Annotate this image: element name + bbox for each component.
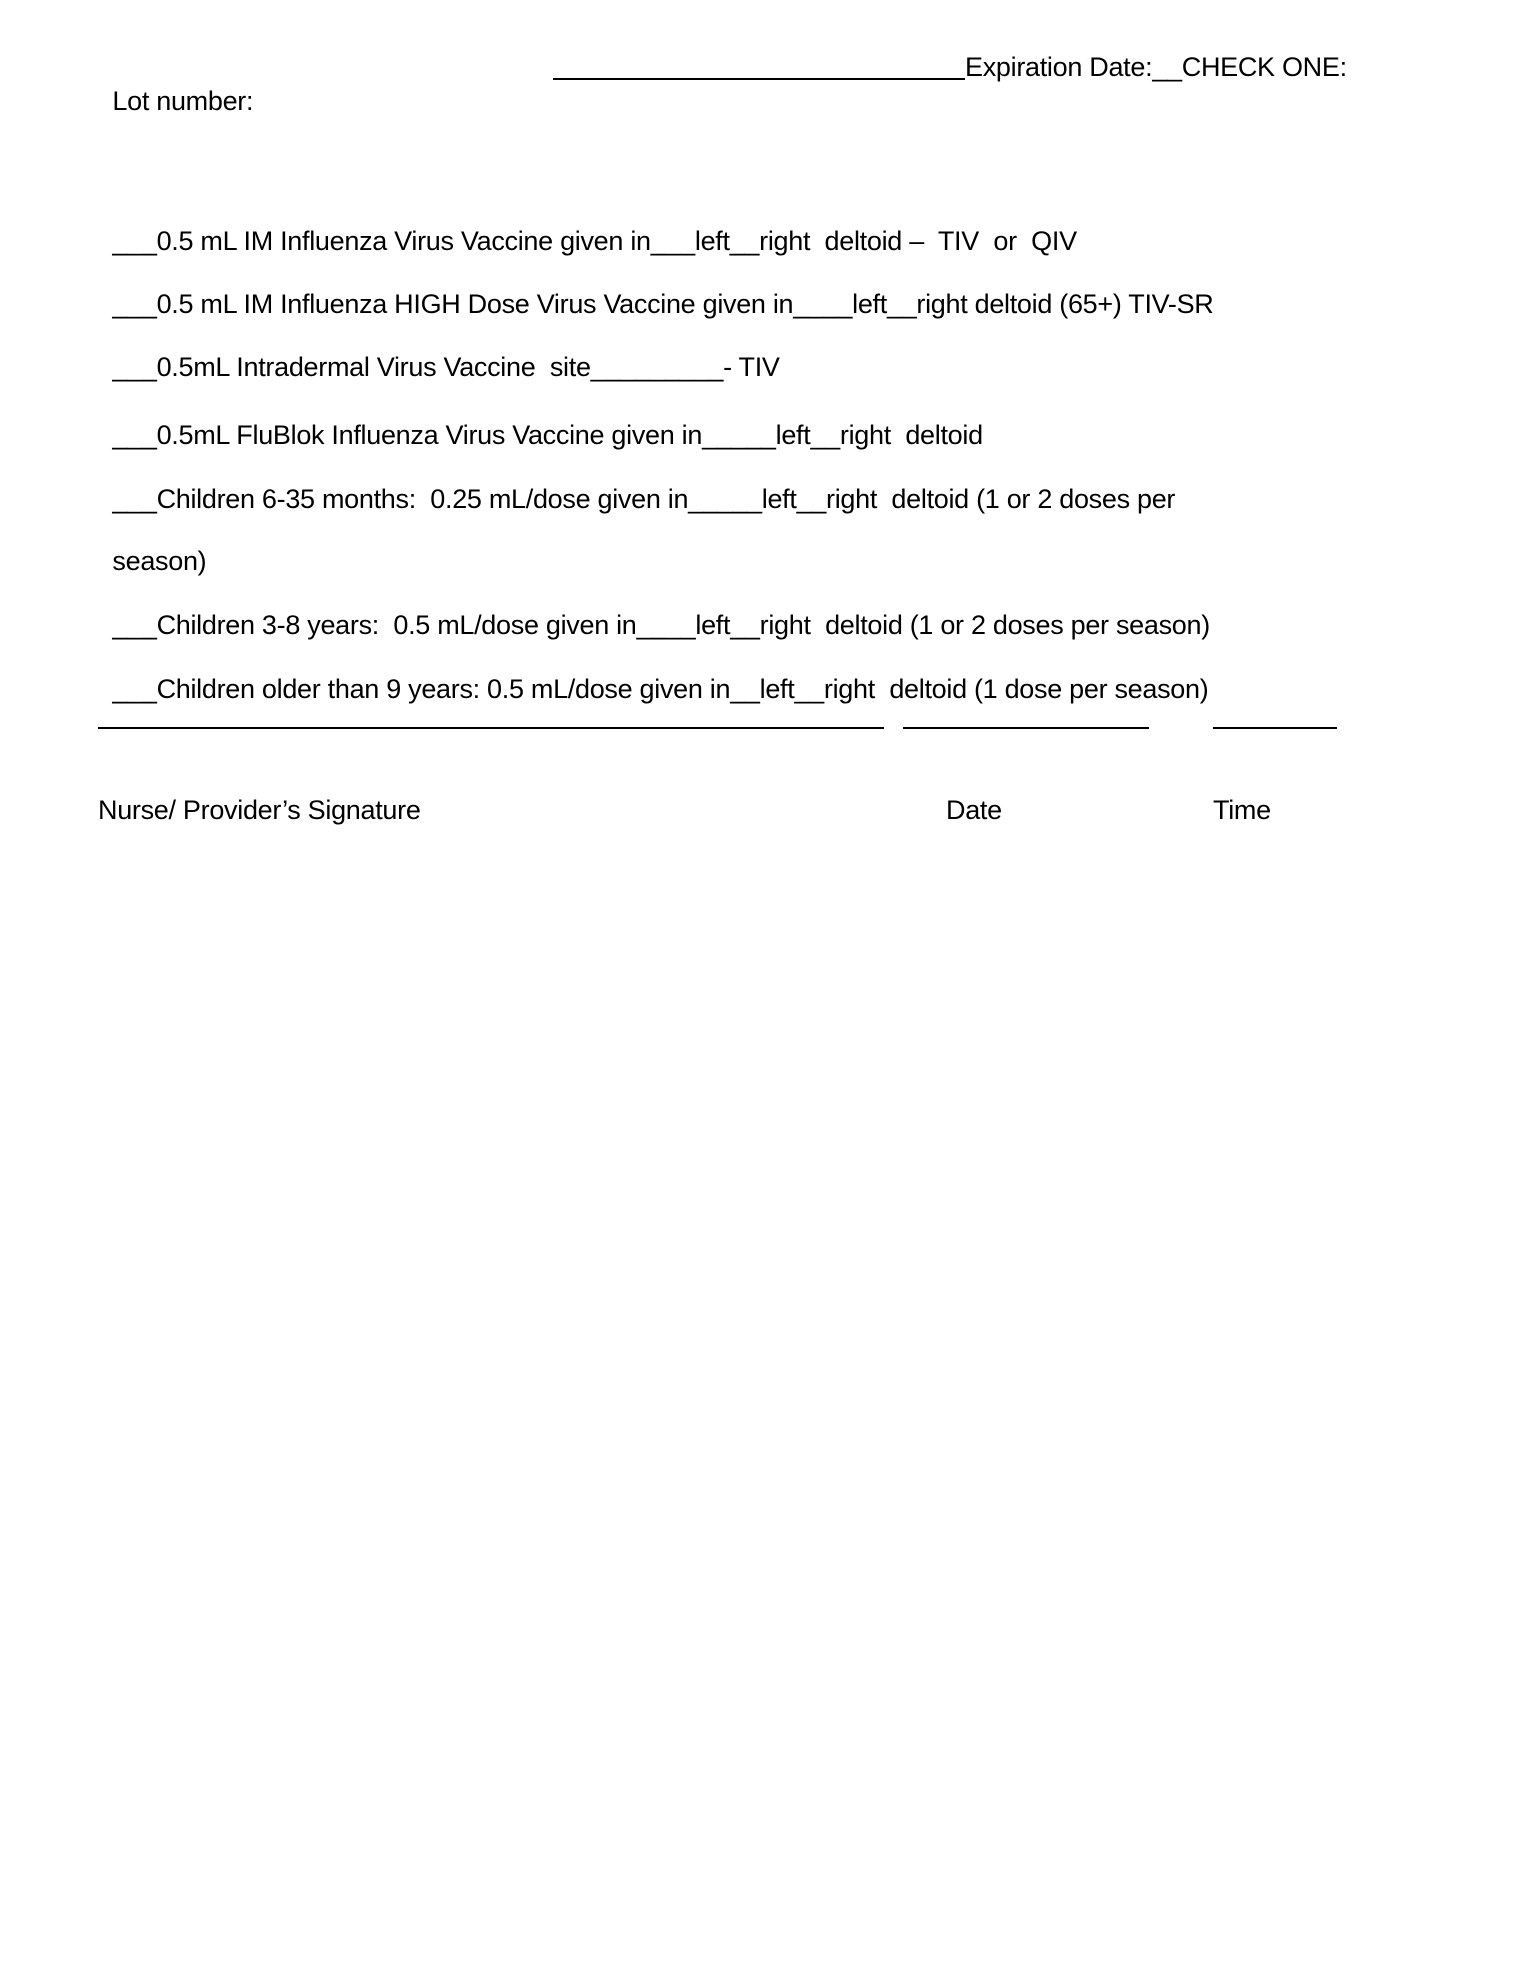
signature-label: Nurse/ Provider’s Signature xyxy=(98,795,421,825)
option-text: 0.5mL Intradermal Virus Vaccine site_________- TIV xyxy=(156,352,780,382)
option-text: Children 6-35 months: 0.25 mL/dose given in_____left__right deltoid (1 or 2 doses per xyxy=(156,484,1176,514)
option-checkbox-blank[interactable]: ___ xyxy=(112,610,157,640)
option-children-3-8-years xyxy=(98,574,1210,642)
date-label: Date xyxy=(946,795,1002,825)
option-checkbox-blank[interactable]: ___ xyxy=(112,420,157,450)
expiration-date-label: Expiration Date: xyxy=(965,52,1153,82)
time-field[interactable] xyxy=(1213,727,1337,729)
option-checkbox-blank[interactable]: ___ xyxy=(112,484,157,514)
option-checkbox-blank[interactable]: ___ xyxy=(112,226,157,256)
option-intradermal xyxy=(98,316,780,384)
option-text-continuation: season) xyxy=(112,546,207,576)
option-high-dose xyxy=(98,253,1213,321)
option-checkbox-blank[interactable]: ___ xyxy=(112,289,157,319)
signature-field[interactable] xyxy=(98,727,884,729)
date-field[interactable] xyxy=(903,727,1149,729)
option-text: 0.5 mL IM Influenza Virus Vaccine given in___left__right deltoid – TIV or QIV xyxy=(156,226,1077,256)
lot-number-row xyxy=(98,50,253,118)
lot-number-label: Lot number: xyxy=(112,86,254,116)
time-label: Time xyxy=(1213,795,1271,825)
option-im-influenza xyxy=(98,190,1272,258)
option-text: 0.5 mL IM Influenza HIGH Dose Virus Vaccine given in____left__right deltoid (65+) TIV-SR xyxy=(156,289,1214,319)
lot-number-field[interactable] xyxy=(553,78,965,80)
option-text: Children older than 9 years: 0.5 mL/dose given in__left__right deltoid (1 dose per season) xyxy=(156,674,1209,704)
option-checkbox-blank[interactable]: ___ xyxy=(112,674,157,704)
check-one-label: CHECK ONE: xyxy=(1181,52,1347,82)
option-children-6-35-months-continuation xyxy=(98,510,206,578)
option-text: 0.5mL FluBlok Influenza Virus Vaccine given in_____left__right deltoid xyxy=(156,420,983,450)
option-children-older-9-years xyxy=(98,638,1208,706)
option-children-6-35-months xyxy=(98,448,1175,516)
option-checkbox-blank[interactable]: ___ xyxy=(112,352,157,382)
option-flublok xyxy=(98,384,983,452)
option-text: Children 3-8 years: 0.5 mL/dose given in____left__right deltoid (1 or 2 doses per season) xyxy=(156,610,1210,640)
expiration-date-field[interactable]: __ xyxy=(1152,52,1182,82)
expiration-row xyxy=(965,50,1347,84)
